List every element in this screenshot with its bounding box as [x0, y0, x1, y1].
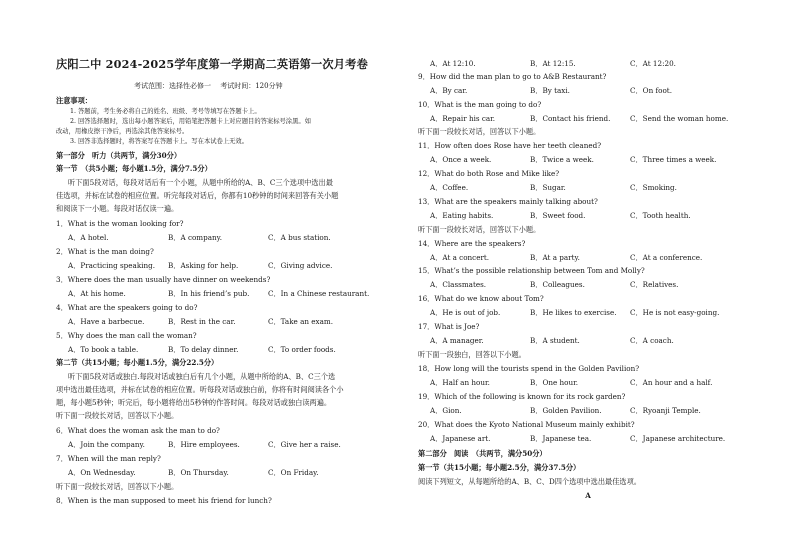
option-b: B．In his friend’s pub. [168, 289, 250, 298]
listen-instruction: 听下面一段较长对话，回答以下小题。 [56, 411, 179, 420]
question-text: 1．What is the woman looking for? [56, 219, 184, 228]
question-text: 9．How did the man plan to go to A&B Restaurant? [418, 72, 607, 81]
instruction-line: 佳选项，并标在试卷的相应位置。听完每段对话后，你都有10秒钟的时间来回答有关小题 [56, 191, 339, 200]
option-b: B．Rest in the car. [168, 317, 236, 326]
option-c: C．To order foods. [268, 345, 336, 354]
option-b: B．Sweet food. [530, 211, 586, 220]
option-a: A．Eating habits. [430, 211, 494, 220]
note-line: 1. 答题前，考生务必将自己的姓名、班级、考号等填写在答题卡上。 [70, 108, 261, 115]
option-b: B．Golden Pavilion. [530, 406, 602, 415]
note-line: 3. 回答非选择题时，将答案写在答题卡上。写在本试卷上无效。 [70, 138, 249, 145]
question-text: 13．What are the speakers mainly talking about? [418, 197, 598, 206]
option-c: C．On foot. [630, 86, 672, 95]
option-b: B．Hire employees. [168, 440, 240, 449]
option-c: C．Send the woman home. [630, 114, 729, 123]
option-b: B．Colleagues. [530, 280, 585, 289]
option-a: A．Practicing speaking. [68, 261, 155, 270]
question-text: 18．How long will the tourists spend in the Golden Pavilion? [418, 364, 640, 373]
option-b: B．At a party. [530, 253, 580, 262]
question-text: 19．Which of the following is known for its rock garden? [418, 392, 626, 401]
option-b: B．He likes to exercise. [530, 308, 617, 317]
option-a: A．Gion. [430, 406, 462, 415]
option-a: A．Japanese art. [430, 434, 491, 443]
option-c: C．At a conference. [630, 253, 703, 262]
option-c: C．A bus station. [268, 233, 331, 242]
option-b: B．At 12:15. [530, 59, 576, 68]
option-a: A．At a concert. [430, 253, 490, 262]
exam-title: 庆阳二中 2024-2025学年度第一学期高二英语第一次月考卷 [56, 57, 368, 71]
option-c: C．Tooth health. [630, 211, 691, 220]
question-text: 6．What does the woman ask the man to do? [56, 426, 220, 435]
option-c: C．Smoking. [630, 183, 677, 192]
question-text: 3．Where does the man usually have dinner on weekends? [56, 275, 271, 284]
option-a: A．Repair his car. [430, 114, 496, 123]
option-b: B．Twice a week. [530, 155, 594, 164]
listen-instruction: 听下面一段独白，回答以下小题。 [418, 350, 526, 359]
listen-instruction: 听下面一段较长对话，回答以下小题。 [56, 482, 179, 491]
option-c: C．An hour and a half. [630, 378, 713, 387]
option-a: A．A hotel. [68, 233, 109, 242]
option-c: C．Giving advice. [268, 261, 333, 270]
question-text: 4．What are the speakers going to do? [56, 303, 198, 312]
question-text: 7．When will the man reply? [56, 454, 161, 463]
note-line: 2. 回答选择题时，选出每小题答案后，用铅笔把答题卡上对应题目的答案标号涂黑。如 [70, 118, 311, 125]
listen-instruction: 听下面一段较长对话，回答以下小题。 [418, 127, 541, 136]
option-a: A．By car. [430, 86, 468, 95]
option-b: B．By taxi. [530, 86, 570, 95]
question-text: 16．What do we know about Tom? [418, 294, 544, 303]
instruction-line: 项中选出最佳选项，并标在试卷的相应位置。听每段对话或独白前，你将有时间阅读各个小 [56, 385, 344, 394]
question-text: 17．What is Joe? [418, 322, 480, 331]
question-text: 12．What do both Rose and Mike like? [418, 169, 560, 178]
part-heading: 第一部分 听力（共两节，满分30分） [56, 151, 182, 160]
section-heading: 第二节（共15小题；每小题1.5分，满分22.5分） [56, 358, 219, 367]
option-a: A．A manager. [430, 336, 484, 345]
option-c: C．At 12:20. [630, 59, 676, 68]
section-heading: 第一节 （共5小题；每小题1.5分，满分7.5分） [56, 164, 212, 173]
option-a: A．At 12:10. [430, 59, 476, 68]
option-b: B．A company. [168, 233, 223, 242]
option-b: B．A student. [530, 336, 580, 345]
option-b: B．One hour. [530, 378, 579, 387]
option-a: A．To book a table. [68, 345, 139, 354]
option-c: C．On Friday. [268, 468, 319, 477]
option-a: A．At his home. [68, 289, 126, 298]
option-b: B．Japanese tea. [530, 434, 592, 443]
option-a: A．Have a barbecue. [68, 317, 145, 326]
notes-title: 注意事项： [56, 96, 92, 105]
option-c: C．Take an exam. [268, 317, 333, 326]
option-c: C．Relatives. [630, 280, 679, 289]
option-c: C．Three times a week. [630, 155, 717, 164]
option-a: A．He is out of job. [430, 308, 501, 317]
option-a: A．On Wednesday. [68, 468, 136, 477]
option-c: C．Ryoanji Temple. [630, 406, 701, 415]
option-a: A．Coffee. [430, 183, 469, 192]
question-text: 14．Where are the speakers? [418, 239, 526, 248]
question-text: 11．How often does Rose have her teeth cleaned? [418, 141, 602, 150]
option-b: B．Asking for help. [168, 261, 239, 270]
section-heading: 第一节（共15小题；每小题2.5分，满分37.5分） [418, 463, 581, 472]
instruction-line: 听下面5段对话，每段对话后有一个小题，从题中所给的A、B、C三个选项中选出最 [68, 178, 333, 187]
option-a: A．Join the company. [68, 440, 145, 449]
note-line: 改动，用橡皮擦干净后，再选涂其他答案标号。 [56, 128, 189, 135]
option-c: C．In a Chinese restaurant. [268, 289, 370, 298]
option-b: B．To delay dinner. [168, 345, 239, 354]
option-c: C．He is not easy-going. [630, 308, 720, 317]
passage-label: A [585, 491, 591, 500]
option-b: B．Sugar. [530, 183, 566, 192]
option-c: C．A coach. [630, 336, 674, 345]
instruction-line: 题，每小题5秒钟；听完后，每小题将给出5秒钟的作答时间。每段对话或独白读两遍。 [56, 398, 332, 407]
question-text: 20．What does the Kyoto National Museum mainly exhibit? [418, 420, 635, 429]
exam-meta: 考试范围：选择性必修一 考试时间：120分钟 [134, 82, 283, 90]
option-b: B．On Thursday. [168, 468, 229, 477]
listen-instruction: 听下面一段较长对话，回答以下小题。 [418, 225, 541, 234]
option-a: A．Classmates. [430, 280, 487, 289]
option-c: C．Give her a raise. [268, 440, 341, 449]
question-text: 5．Why does the man call the woman? [56, 331, 197, 340]
option-b: B．Contact his friend. [530, 114, 611, 123]
question-text: 15．What’s the possible relationship between Tom and Molly? [418, 266, 645, 275]
option-c: C．Japanese architecture. [630, 434, 726, 443]
instruction-line: 和阅读下一小题。每段对话仅读一遍。 [56, 204, 179, 213]
option-a: A．Half an hour. [430, 378, 490, 387]
question-text: 8．When is the man supposed to meet his friend for lunch? [56, 496, 272, 505]
question-text: 10．What is the man going to do? [418, 100, 542, 109]
question-text: 2．What is the man doing? [56, 247, 154, 256]
instruction-line: 阅读下列短文，从每题所给的A、B、C、D四个选项中选出最佳选项。 [418, 477, 641, 486]
option-a: A．Once a week. [430, 155, 492, 164]
instruction-line: 听下面5段对话或独白.每段对话或独白后有几个小题，从题中所给的A、B、C三个选 [68, 372, 336, 381]
part-heading: 第二部分 阅读 （共两节，满分50分） [418, 449, 547, 458]
